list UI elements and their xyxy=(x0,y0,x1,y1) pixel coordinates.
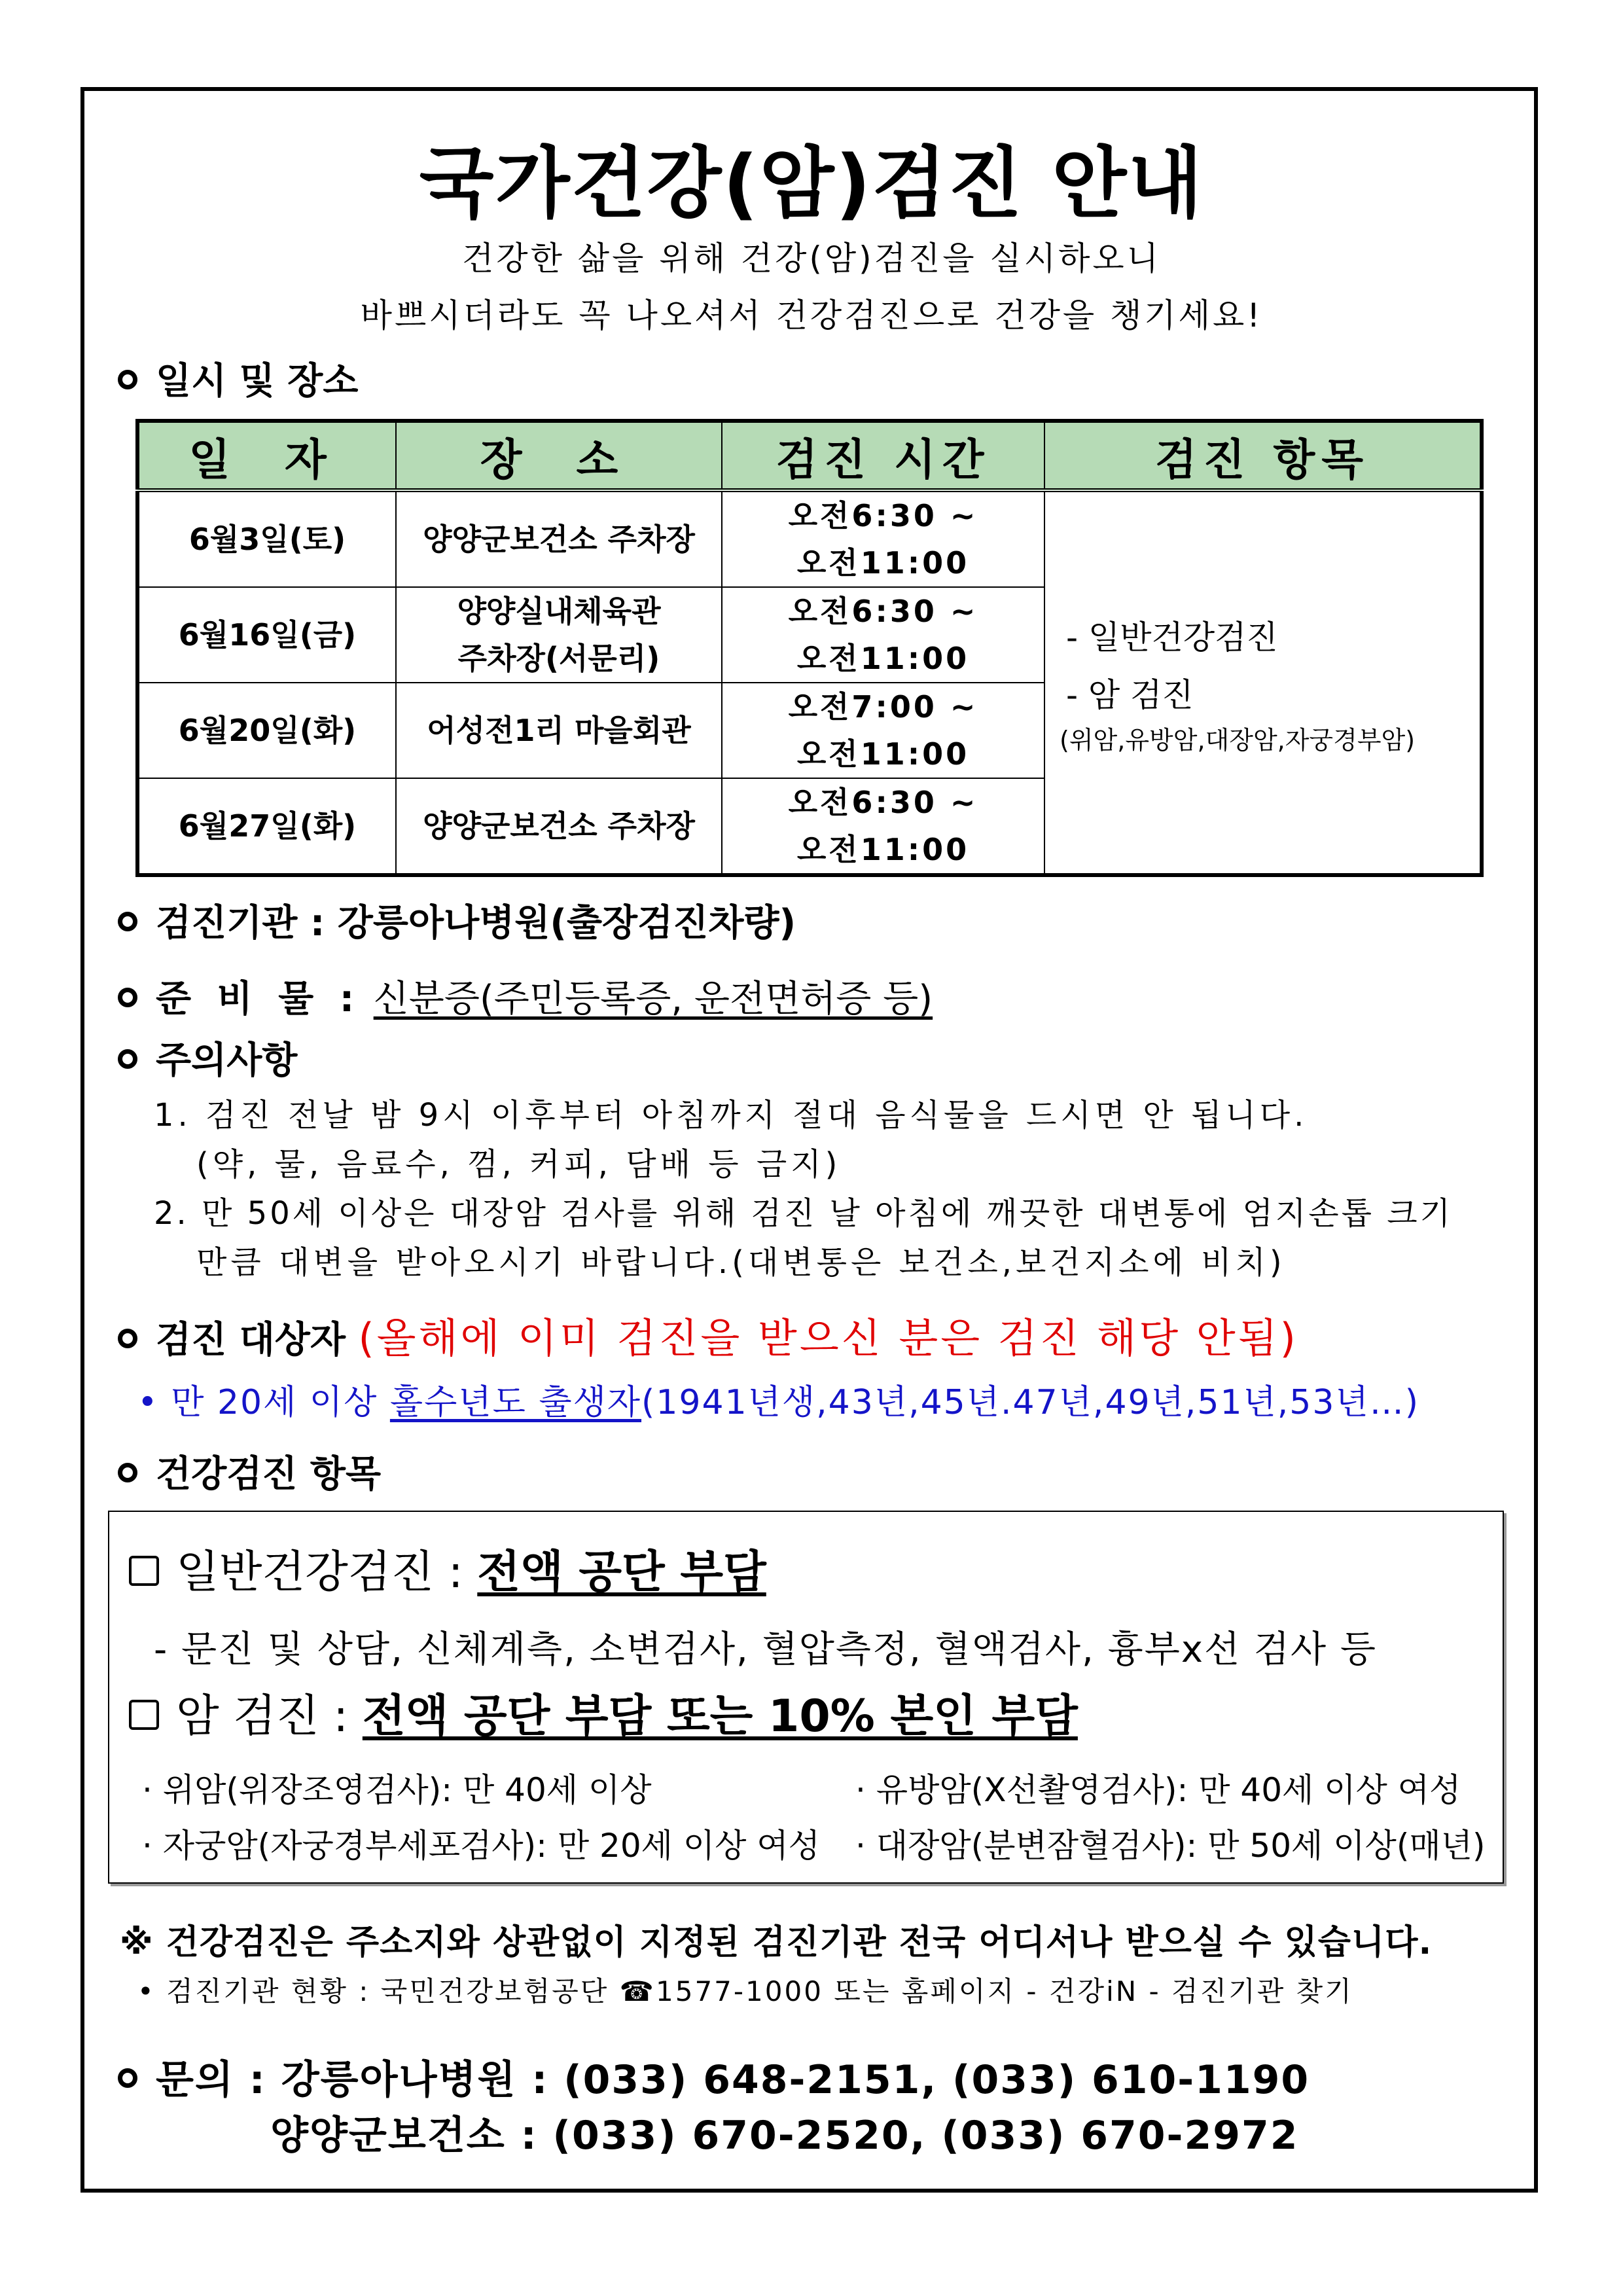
target-text-underlined: 홀수년도 출생자 xyxy=(389,1383,642,1422)
cell-date: 6월3일(토) xyxy=(137,490,396,587)
table-row xyxy=(137,490,1482,587)
section-prep xyxy=(118,970,933,1022)
section-caution xyxy=(118,1031,297,1084)
page-title: 국가건강(암)검진 안내 xyxy=(419,138,1204,228)
circle-bullet-icon xyxy=(118,1049,137,1069)
target-text-b: (1941년생,43년,45년.47년,49년,51년,53년…) xyxy=(641,1383,1419,1422)
header-place: 장 소 xyxy=(396,421,722,490)
caution-item-2-detail: 만큼 대변을 받아오시기 바랍니다.(대변통은 보건소,보건지소에 비치) xyxy=(196,1244,1286,1281)
cell-time xyxy=(722,778,1044,875)
cancer-value: 전액 공단 부담 또는 10% 본인 부담 xyxy=(362,1691,1078,1742)
checkup-items-box xyxy=(108,1511,1504,1884)
items-cancer: - 암 검진 xyxy=(1066,676,1194,714)
header-date: 일 자 xyxy=(137,421,396,490)
cancer-cervical: · 자궁암(자궁경부세포검사): 만 20세 이상 여성 xyxy=(142,1827,820,1865)
time-end: 오전11:00 xyxy=(796,832,970,867)
general-label: 일반건강검진 : xyxy=(176,1547,478,1598)
target-note: (올해에 이미 검진을 받으신 분은 검진 해당 안됨) xyxy=(358,1314,1298,1362)
time-start: 오전7:00 ~ xyxy=(788,689,978,725)
cell-time xyxy=(722,587,1044,683)
cell-place xyxy=(396,490,722,587)
general-value: 전액 공단 부담 xyxy=(477,1547,766,1598)
checkbox-icon xyxy=(129,1700,159,1730)
intro-line-2: 바쁘시더라도 꼭 나오셔서 건강검진으로 건강을 챙기세요! xyxy=(360,296,1263,334)
contact-label: 문의 : xyxy=(156,2057,266,2103)
section-schedule-label: 일시 및 장소 xyxy=(156,360,359,403)
time-start: 오전6:30 ~ xyxy=(788,785,978,820)
caution-item-2: 2. 만 50세 이상은 대장암 검사를 위해 검진 날 아침에 깨끗한 대변통에 엄지손톱 크기 xyxy=(154,1195,1454,1232)
caution-item-1: 1. 검진 전날 밤 9시 이후부터 아침까지 절대 음식물을 드시면 안 됩니다. xyxy=(154,1097,1308,1134)
target-detail xyxy=(137,1374,1419,1424)
section-target xyxy=(118,1306,1298,1364)
time-end: 오전11:00 xyxy=(796,641,970,676)
notice-institution-lookup: • 검진기관 현황 : 국민건강보험공단 ☎1577-1000 또는 홈페이지 - 건강iN - 검진기관 찾기 xyxy=(137,1975,1353,2007)
target-label: 검진 대상자 xyxy=(156,1319,346,1361)
contact-line-2: 양양군보건소 : (033) 670-2520, (033) 670-2972 xyxy=(270,2113,1299,2159)
section-items-label: 건강검진 항목 xyxy=(156,1453,382,1496)
place-line: 양양실내체육관 xyxy=(457,594,661,629)
table-header-row xyxy=(137,421,1482,490)
cell-date: 6월20일(화) xyxy=(137,683,396,778)
time-end: 오전11:00 xyxy=(796,736,970,772)
contact-line-1 xyxy=(118,2049,1310,2105)
header-time: 검진 시간 xyxy=(722,421,1044,490)
time-start: 오전6:30 ~ xyxy=(788,594,978,629)
items-general: - 일반건강검진 xyxy=(1066,619,1278,656)
institution-label: 검진기관 : xyxy=(156,902,325,944)
prep-label: 준 비 물 : xyxy=(156,978,361,1020)
cell-date: 6월27일(화) xyxy=(137,778,396,875)
intro-line-1: 건강한 삶을 위해 건강(암)검진을 실시하오니 xyxy=(462,240,1161,278)
cell-place xyxy=(396,587,722,683)
notice-nationwide: ※ 건강검진은 주소지와 상관없이 지정된 검진기관 전국 어디서나 받으실 수 있습니다. xyxy=(120,1923,1433,1962)
cell-place xyxy=(396,683,722,778)
circle-bullet-icon xyxy=(118,912,137,931)
contact-hospital: 강릉아나병원 : (033) 648-2151, (033) 610-1190 xyxy=(281,2057,1310,2103)
time-end: 오전11:00 xyxy=(796,545,970,581)
prep-value: 신분증(주민등록증, 운전면허증 등) xyxy=(373,978,933,1020)
cell-time xyxy=(722,683,1044,778)
general-checkup-heading xyxy=(129,1537,766,1600)
cell-items xyxy=(1044,490,1482,875)
general-detail: - 문진 및 상담, 신체계측, 소변검사, 혈압측정, 혈액검사, 흉부x선 검사 등 xyxy=(154,1628,1377,1671)
header-items: 검진 항목 xyxy=(1044,421,1482,490)
cell-place xyxy=(396,778,722,875)
circle-bullet-icon xyxy=(118,370,137,389)
place-line: 양양군보건소 주차장 xyxy=(423,808,695,844)
caution-label: 주의사항 xyxy=(156,1039,298,1082)
caution-item-1-detail: (약, 물, 음료수, 껌, 커피, 담배 등 금지) xyxy=(196,1146,842,1183)
schedule-table xyxy=(135,419,1484,877)
items-cancer-types: (위암,유방암,대장암,자궁경부암) xyxy=(1060,726,1416,755)
institution-value: 강릉아나병원(출장검진차량) xyxy=(337,902,796,944)
cell-date: 6월16일(금) xyxy=(137,587,396,683)
cancer-checkup-heading xyxy=(129,1681,1078,1744)
target-text-a: 만 20세 이상 xyxy=(171,1383,390,1422)
cancer-colon: · 대장암(분변잠혈검사): 만 50세 이상(매년) xyxy=(855,1827,1486,1865)
cell-time xyxy=(722,490,1044,587)
cancer-stomach: · 위암(위장조영검사): 만 40세 이상 xyxy=(142,1771,652,1809)
place-line: 어성전1리 마을회관 xyxy=(427,713,691,748)
circle-bullet-icon xyxy=(118,2068,137,2088)
section-institution xyxy=(118,894,796,946)
time-start: 오전6:30 ~ xyxy=(788,498,978,533)
circle-bullet-icon xyxy=(118,988,137,1007)
checkbox-icon xyxy=(129,1556,159,1586)
circle-bullet-icon xyxy=(118,1463,137,1482)
section-items xyxy=(118,1445,381,1498)
place-line: 양양군보건소 주차장 xyxy=(423,522,695,557)
cancer-breast: · 유방암(X선촬영검사): 만 40세 이상 여성 xyxy=(855,1771,1461,1809)
cancer-label: 암 검진 : xyxy=(176,1691,363,1742)
circle-bullet-icon xyxy=(118,1329,137,1348)
place-line: 주차장(서문리) xyxy=(457,641,660,676)
target-bullet: • xyxy=(137,1383,159,1422)
section-schedule xyxy=(118,352,358,404)
